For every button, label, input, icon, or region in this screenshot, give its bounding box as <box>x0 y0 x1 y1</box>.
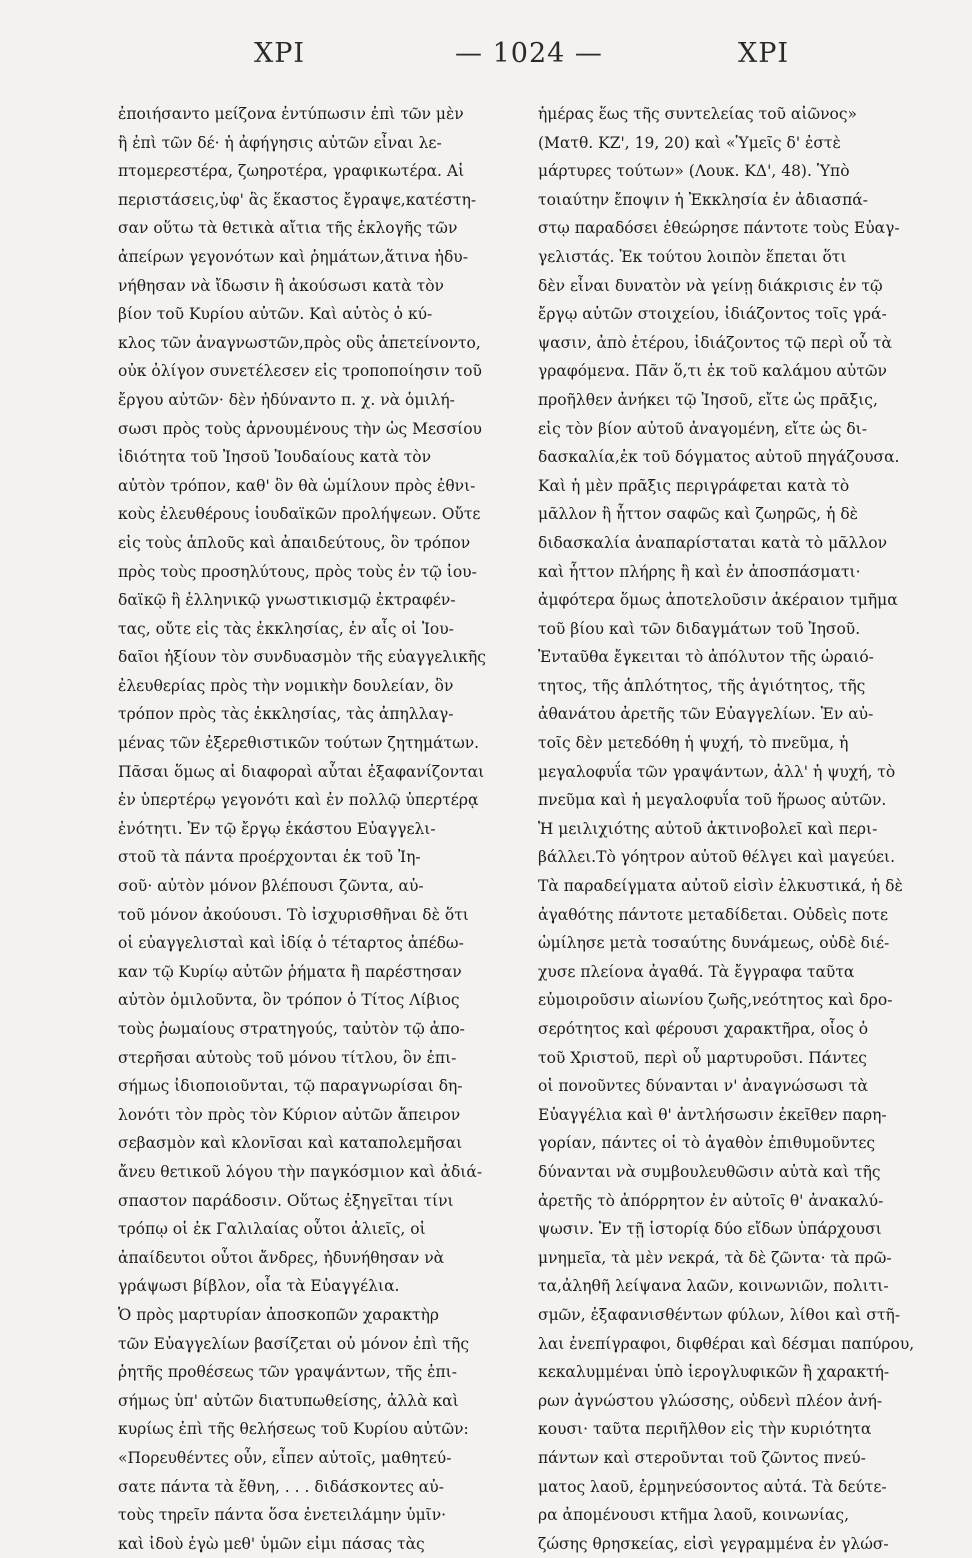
text-line: σεβασμὸν καὶ κλονῖσαι καὶ καταπολεμῆσαι <box>118 1134 463 1153</box>
text-line: εἰς τοὺς ἁπλοῦς καὶ ἀπαιδεύτους, ὃν τρόπον <box>118 533 471 552</box>
text-line: τα,ἀληθῆ λείψανα λαῶν, κοινωνιῶν, πολιτι- <box>538 1277 889 1296</box>
text-line: βάλλει.Τὸ γόητρον αὐτοῦ θέλγει καὶ μαγεύει. <box>538 848 896 867</box>
text-line: καὶ ἰδοὺ ἐγὼ μεθ' ὑμῶν εἰμι πάσας τὰς <box>118 1534 425 1553</box>
text-line: οὐκ ὀλίγον συνετέλεσεν εἰς τροποποίησιν τοῦ <box>118 362 482 381</box>
left-text-column <box>118 100 518 1558</box>
text-line: «Πορευθέντες οὖν, εἶπεν αὐτοῖς, μαθητεύ- <box>118 1448 452 1467</box>
text-line: μᾶλλον ἢ ἧττον σαφῶς καὶ ζωηρῶς, ἡ δὲ <box>538 505 858 524</box>
text-line: ψωσιν. Ἐν τῇ ἱστορίᾳ δύο εἴδων ὑπάρχουσι <box>538 1220 882 1239</box>
right-text-column <box>538 100 938 1558</box>
text-line: νήθησαν νὰ ἴδωσιν ἢ ἀκούσωσι κατὰ τὸν <box>118 276 444 295</box>
text-line: μεγαλοφυΐα τῶν γραψάντων, ἀλλ' ἡ ψυχή, τὸ <box>538 762 896 781</box>
text-line: Πᾶσαι ὅμως αἱ διαφοραὶ αὗται ἐξαφανίζονται <box>118 762 485 781</box>
text-line: Εὐαγγέλια καὶ θ' ἀντλήσωσιν ἐκεῖθεν παρη- <box>538 1105 887 1124</box>
text-line: στοῦ τὰ πάντα προέρχονται ἐκ τοῦ Ἰη- <box>118 848 421 867</box>
text-line: λονότι τὸν πρὸς τὸν Κύριον αὐτῶν ἄπειρον <box>118 1105 461 1124</box>
text-line: ρα ἀπομένουσι κτῆμα λαοῦ, κοινωνίας, <box>538 1506 850 1525</box>
text-line: δασκαλία,ἐκ τοῦ δόγματος αὐτοῦ πηγάζουσα. <box>538 448 900 467</box>
text-line: πρὸς τοὺς προσηλύτους, πρὸς τοὺς ἐν τῷ ἰου- <box>118 562 477 581</box>
text-line: τοῦ Χριστοῦ, περὶ οὗ μαρτυροῦσι. Πάντες <box>538 1048 867 1067</box>
text-line: ἀθανάτου ἀρετῆς τῶν Εὐαγγελίων. Ἐν αὐ- <box>538 705 874 724</box>
text-line: Καὶ ἡ μὲν πρᾶξις περιγράφεται κατὰ τὸ <box>538 476 850 495</box>
text-line: γορίαν, πάντες οἱ τὸ ἀγαθὸν ἐπιθυμοῦντες <box>538 1134 876 1153</box>
text-line: τρόπον πρὸς τὰς ἐκκλησίας, τὰς ἀπηλλαγ- <box>118 705 454 724</box>
text-line: τας, οὔτε εἰς τὰς ἐκκλησίας, ἐν αἷς οἱ Ἰου- <box>118 619 454 638</box>
text-line: τοῦ μόνον ἀκούουσι. Τὸ ἰσχυρισθῆναι δὲ ὅτι <box>118 905 469 924</box>
text-line: ἔργου αὐτῶν· δὲν ἠδύναντο π. χ. νὰ ὁμιλή- <box>118 390 455 409</box>
text-line: τοῦ βίου καὶ τῶν διδαγμάτων τοῦ Ἰησοῦ. <box>538 619 861 638</box>
text-line: ἐλευθερίας πρὸς τὴν νομικὴν δουλείαν, ὃν <box>118 676 454 695</box>
text-line: καν τῷ Κυρίῳ αὐτῶν ῥήματα ἢ παρέστησαν <box>118 962 462 981</box>
text-line: ρων ἀγνώστου γλώσσης, οὐδενὶ πλέον ἀνή- <box>538 1391 883 1410</box>
page-number: — 1024 — <box>455 38 603 69</box>
text-line: αὐτὸν ὁμιλοῦντα, ὃν τρόπον ὁ Τίτος Λίβιος <box>118 991 460 1010</box>
text-line: γραφόμενα. Πᾶν ὅ,τι ἐκ τοῦ καλάμου αὐτῶν <box>538 362 887 381</box>
text-line: στῳ παραδόσει ἐθεώρησε πάντοτε τοὺς Εὐαγ- <box>538 219 900 238</box>
text-line: ἔργῳ αὐτῶν στοιχείου, ἰδιάζοντος τοῖς γρά- <box>538 305 887 324</box>
text-line: κοὺς ἐλευθέρους ἰουδαϊκῶν προλήψεων. Οὔτε <box>118 505 481 524</box>
text-line: ἑνότητι. Ἐν τῷ ἔργῳ ἑκάστου Εὐαγγελι- <box>118 819 436 838</box>
text-line: γελιστάς. Ἐκ τούτου λοιπὸν ἕπεται ὅτι <box>538 247 847 266</box>
text-line: χυσε πλείονα ἀγαθά. Τὰ ἔγγραφα ταῦτα <box>538 962 855 981</box>
text-line: σμῶν, ἐξαφανισθέντων φύλων, λίθοι καὶ στῆ- <box>538 1305 901 1324</box>
text-line: τοὺς ῥωμαίους στρατηγούς, ταὐτὸν τῷ ἀπο- <box>118 1020 465 1038</box>
text-line: τητος, τῆς ἁπλότητος, τῆς ἁγιότητος, τῆς <box>538 676 866 695</box>
text-line: ἀρετῆς τὸ ἀπόρρητον ἐν αὐτοῖς θ' ἀνακαλύ- <box>538 1191 884 1210</box>
text-line: οἱ πονοῦντες δύνανται ν' ἀναγνώσωσι τὰ <box>538 1077 868 1096</box>
text-line: μνημεῖα, τὰ μὲν νεκρά, τὰ δὲ ζῶντα· τὰ πρῶ- <box>538 1248 892 1267</box>
text-line: ἡμέρας ἕως τῆς συντελείας τοῦ αἰῶνος» <box>538 105 858 123</box>
text-line: τοὺς τηρεῖν πάντα ὅσα ἐνετειλάμην ὑμῖν· <box>118 1506 447 1525</box>
text-line: λαι ἐνεπίγραφοι, διφθέραι καὶ δέσμαι παπύρου, <box>538 1334 915 1353</box>
text-line: σαν οὕτω τὰ θετικὰ αἴτια τῆς ἐκλογῆς τῶν <box>118 219 458 238</box>
text-line: ὡμίλησε μετὰ τοσαύτης δυνάμεως, οὐδὲ διέ- <box>538 934 890 953</box>
text-line: (Ματθ. ΚΖ', 19, 20) καὶ «Ὑμεῖς δ' ἐστὲ <box>538 133 841 152</box>
text-line: μάρτυρες τούτων» (Λουκ. ΚΔ', 48). Ὑπὸ <box>538 162 850 181</box>
text-line: τοιαύτην ἔποψιν ἡ Ἐκκλησία ἐν ἀδιασπά- <box>538 190 868 209</box>
text-line: ἐποιήσαντο μείζονα ἐντύπωσιν ἐπὶ τῶν μὲν <box>118 105 464 123</box>
text-line: ἢ ἐπὶ τῶν δέ· ἡ ἀφήγησις αὐτῶν εἶναι λε- <box>118 133 442 152</box>
text-line: κλος τῶν ἀναγνωστῶν,πρὸς οὓς ἀπετείνοντο, <box>118 333 481 352</box>
text-line: ἀμφότερα ὅμως ἀποτελοῦσιν ἀκέραιον τμῆμα <box>538 591 898 610</box>
text-line: σοῦ· αὐτὸν μόνον βλέπουσι ζῶντα, αὐ- <box>118 877 424 896</box>
text-line: ζώσης θρησκείας, εἰσὶ γεγραμμένα ἐν γλώσ- <box>538 1534 889 1553</box>
text-line: βίον τοῦ Κυρίου αὐτῶν. Καὶ αὐτὸς ὁ κύ- <box>118 305 433 324</box>
text-line: μένας τῶν ἐξερεθιστικῶν τούτων ζητημάτων. <box>118 734 480 753</box>
text-line: πνεῦμα καὶ ἡ μεγαλοφυΐα τοῦ ἥρωος αὐτῶν. <box>538 791 887 810</box>
text-line: πάντων καὶ στεροῦνται τοῦ ζῶντος πνεύ- <box>538 1448 866 1467</box>
text-line: κουσι· ταῦτα περιῆλθον εἰς τὴν κυριότητα <box>538 1420 872 1439</box>
text-line: ἀπείρων γεγονότων καὶ ῥημάτων,ἅτινα ἠδυ- <box>118 247 468 266</box>
text-line: ἰδιότητα τοῦ Ἰησοῦ Ἰουδαίους κατὰ τὸν <box>118 448 432 467</box>
text-line: ψασιν, ἀπὸ ἑτέρου, ἰδιάζοντος τῷ περὶ οὗ τὰ <box>538 333 892 352</box>
text-line: Ἡ μειλιχιότης αὐτοῦ ἀκτινοβολεῖ καὶ περι- <box>538 819 878 838</box>
text-line: γράψωσι βίβλον, οἷα τὰ Εὐαγγέλια. <box>118 1277 400 1296</box>
text-line: αὐτὸν τρόπον, καθ' ὃν θὰ ὡμίλουν πρὸς ἐθνι- <box>118 476 476 495</box>
text-line: Ὁ πρὸς μαρτυρίαν ἀποσκοπῶν χαρακτὴρ <box>118 1305 440 1324</box>
text-line: σατε πάντα τὰ ἔθνη, . . . διδάσκοντες αὐ- <box>118 1477 444 1496</box>
text-line: σωσι πρὸς τοὺς ἀρνουμένους τὴν ὡς Μεσσίου <box>118 419 482 438</box>
text-line: ἄνευ θετικοῦ λόγου τὴν παγκόσμιον καὶ ἀδιά- <box>118 1162 483 1181</box>
text-line: τοῖς δὲν μετεδόθη ἡ ψυχή, τὸ πνεῦμα, ἡ <box>538 734 849 753</box>
text-line: σπαστον παράδοσιν. Οὕτως ἐξηγεῖται τίνι <box>118 1191 454 1210</box>
text-line: ἀπαίδευτοι οὗτοι ἄνδρες, ἠδυνήθησαν νὰ <box>118 1248 445 1267</box>
page-header <box>0 38 972 88</box>
text-line: δαϊκῷ ἢ ἑλληνικῷ γνωστικισμῷ ἐκτραφέν- <box>118 591 456 610</box>
text-line: Ἐνταῦθα ἔγκειται τὸ ἀπόλυτον τῆς ὡραιό- <box>538 648 874 667</box>
text-line: σερότητος καὶ φέρουσι χαρακτῆρα, οἷος ὁ <box>538 1020 869 1038</box>
text-line: καὶ ἧττον πλήρης ἢ καὶ ἐν ἀποσπάσματι· <box>538 562 861 581</box>
text-line: δὲν εἶναι δυνατὸν νὰ γείνῃ διάκρισις ἐν τῷ <box>538 276 883 295</box>
text-line: πτομερεστέρα, ζωηροτέρα, γραφικωτέρα. Αἱ <box>118 162 465 181</box>
text-line: ῥητῆς προθέσεως τῶν γραψάντων, τῆς ἐπι- <box>118 1363 457 1382</box>
text-line: στερῆσαι αὐτοὺς τοῦ μόνου τίτλου, ὃν ἐπι- <box>118 1048 457 1067</box>
text-line: δύνανται νὰ συμβουλευθῶσιν αὐτὰ καὶ τῆς <box>538 1162 881 1181</box>
text-line: ἀγαθότης πάντοτε μεταδίδεται. Οὐδεὶς ποτε <box>538 905 889 924</box>
text-line: Τὰ παραδείγματα αὐτοῦ εἰσὶν ἑλκυστικά, ἡ δὲ <box>538 877 903 896</box>
text-line: περιστάσεις,ὑφ' ἃς ἕκαστος ἔγραψε,κατέστη- <box>118 190 477 209</box>
text-line: εἰς τὸν βίον αὐτοῦ ἀναγομένη, εἴτε ὡς δι- <box>538 419 867 438</box>
text-line: διδασκαλία ἀναπαρίσταται κατὰ τὸ μᾶλλον <box>538 533 888 552</box>
header-left-guideword: ΧΡΙ <box>254 38 306 69</box>
text-line: προῆλθεν ἀνήκει τῷ Ἰησοῦ, εἴτε ὡς πρᾶξις, <box>538 390 878 409</box>
text-line: σήμως ἰδιοποιοῦνται, τῷ παραγνωρίσαι δη- <box>118 1077 463 1096</box>
text-line: οἱ εὐαγγελισταὶ καὶ ἰδίᾳ ὁ τέταρτος ἀπέδω- <box>118 934 464 953</box>
text-line: δαῖοι ἠξίουν τὸν συνδυασμὸν τῆς εὐαγγελικῆς <box>118 648 486 667</box>
text-line: τῶν Εὐαγγελίων βασίζεται οὐ μόνον ἐπὶ τῆς <box>118 1334 470 1353</box>
text-line: εὐμοιροῦσιν αἰωνίου ζωῆς,νεότητος καὶ δρο- <box>538 991 893 1010</box>
text-line: κεκαλυμμέναι ὑπὸ ἱερογλυφικῶν ἢ χαρακτή- <box>538 1363 890 1382</box>
text-line: σήμως ὑπ' αὐτῶν διατυπωθείσης, ἀλλὰ καὶ <box>118 1391 459 1410</box>
text-line: τρόπῳ οἱ ἐκ Γαλιλαίας οὗτοι ἁλιεῖς, οἱ <box>118 1220 426 1239</box>
header-right-guideword: ΧΡΙ <box>738 38 790 69</box>
text-line: κυρίως ἐπὶ τῆς θελήσεως τοῦ Κυρίου αὐτῶν: <box>118 1420 469 1439</box>
text-line: ἐν ὑπερτέρῳ γεγονότι καὶ ἐν πολλῷ ὑπερτέρᾳ <box>118 791 479 810</box>
text-line: ματος λαοῦ, ἑρμηνεύσοντος αὐτά. Τὰ δεύτε- <box>538 1477 887 1496</box>
